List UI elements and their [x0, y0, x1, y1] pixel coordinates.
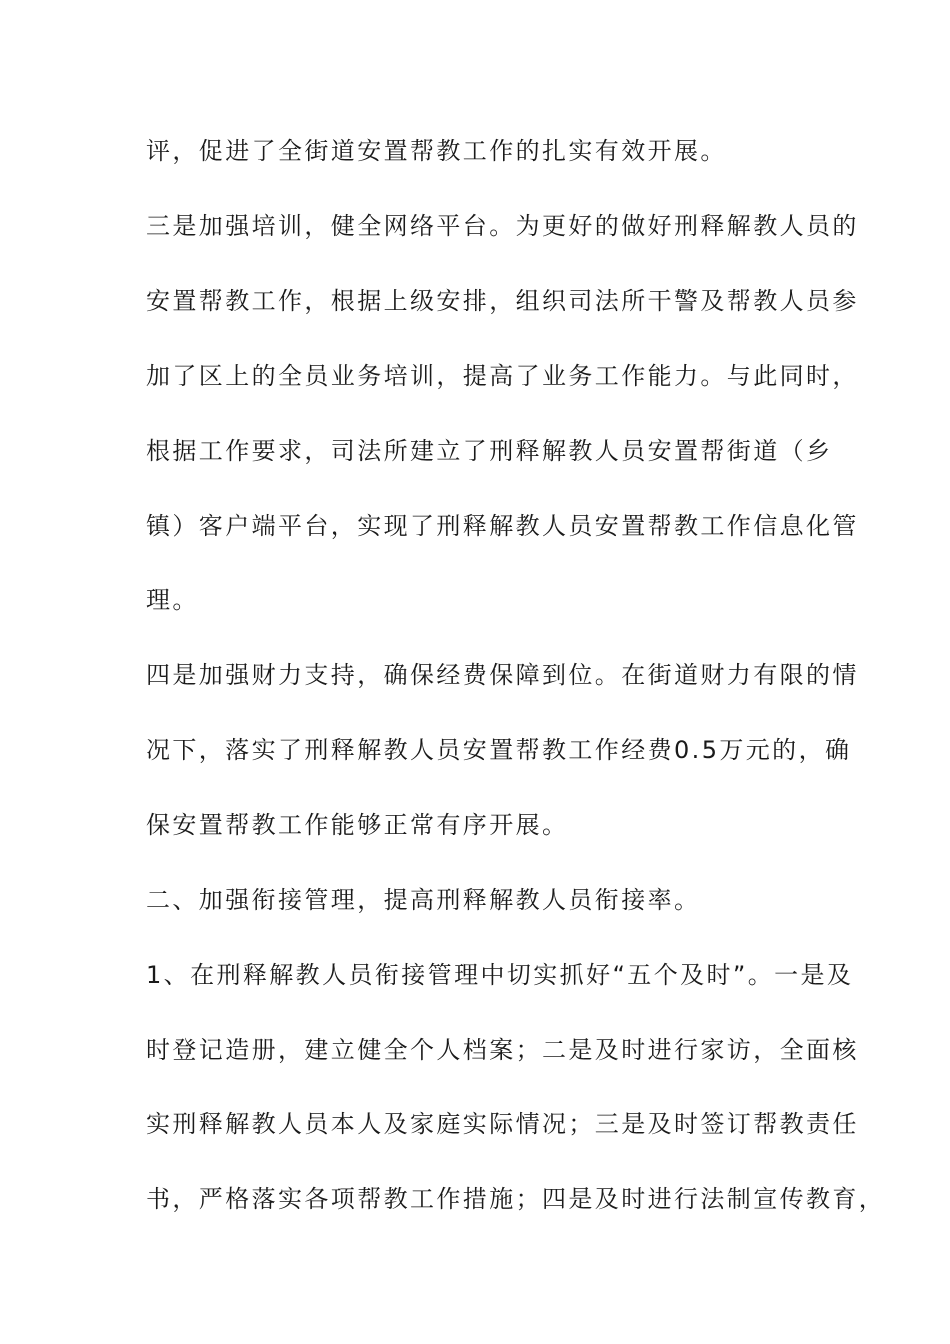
text-line: 1、在刑释解教人员衔接管理中切实抓好“五个及时”。一是及 — [146, 961, 854, 989]
text-line: 时登记造册，建立健全个人档案；二是及时进行家访，全面核 — [146, 1036, 859, 1064]
text-line: 评，促进了全街道安置帮教工作的扎实有效开展。 — [146, 137, 727, 165]
text-line: 根据工作要求，司法所建立了刑释解教人员安置帮街道（乡 — [146, 437, 833, 465]
text-line: 安置帮教工作，根据上级安排，组织司法所干警及帮教人员参 — [146, 287, 859, 315]
text-line: 况下，落实了刑释解教人员安置帮教工作经费0.5万元的，确 — [146, 736, 852, 764]
text-line: 理。 — [146, 586, 199, 614]
text-line: 镇）客户端平台，实现了刑释解教人员安置帮教工作信息化管 — [146, 512, 859, 540]
text-line: 二、加强衔接管理，提高刑释解教人员衔接率。 — [146, 886, 701, 914]
text-line: 四是加强财力支持，确保经费保障到位。在街道财力有限的情 — [146, 661, 859, 689]
text-line: 加了区上的全员业务培训，提高了业务工作能力。与此同时， — [146, 362, 859, 390]
text-line: 保安置帮教工作能够正常有序开展。 — [146, 811, 569, 839]
text-line: 三是加强培训，健全网络平台。为更好的做好刑释解教人员的 — [146, 212, 859, 240]
text-line: 实刑释解教人员本人及家庭实际情况；三是及时签订帮教责任 — [146, 1110, 859, 1138]
text-line: 书，严格落实各项帮教工作措施；四是及时进行法制宣传教育， — [146, 1185, 886, 1213]
